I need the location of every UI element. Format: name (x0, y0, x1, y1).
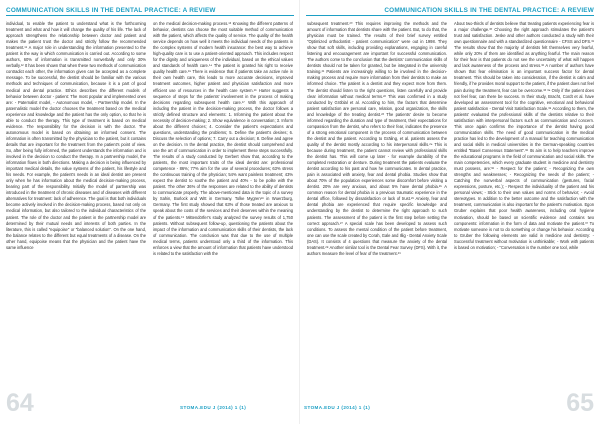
body-text: subsequent treatment.²⁰ This requires improving the methods and the amount of information that dentists share with the patient. But, to do that, the physician must be trained. The results of their brief survey entitled "Optimized orthodontist - patient communication" were out in 1998. They show that soft skills, including providing explanations, engaging in careful listening and encouragement are important for successful communication. The authors come to the conclusion that the dentists' communication skills of dentists should not be taken for granted, but be integrated in the university training.²¹ Patients are increasingly willing to be involved in the decision-making process and require more information from their dentists to make an informed choice. The patient is a dentist and they expect more from them. The dentist should listen to the right questions, listen carefully and provide clear information without medical terms.²² This was confirmed in a study conducted by Gröblal et al. According to him, the factors that determine patient satisfaction are personal care, relation, good organization, the skills and knowledge of the treating dentist.²³ The patients' desire to become informed regarding the duration and type of treatment, their expectations for compassion from the dentist, who refers to their fear, indicates the presence of a strong emotional component in the process of communication between the dentist and the patient. According to Gräling, et al. patients assess the quality of the dentist mostly according to his interpersonal skills.²⁴ This is because during treatment, the patient cannot review with professional skills the dentist has. This will come up later - for example durability of the completed restoration or denture. During treatment the patients evaluate the dentist according to his past and how he communicates. In dental practice, pain is associated with anxiety, fear and dental phobia. Studies show that about 70% of the population experiences some discomfort before visiting a dentist. 20% are very anxious, and about 5% have dental phobia.²⁵ A common reason for dental phobia is a previous traumatic experience in the dental office, followed by dissatisfaction or lack of trust.²⁶ Anxiety, fear and dental phobia are experienced that require specific knowledge and understanding by the dentist to determine the right approach to such patients. The assessment of the patient is the first step before setting the correct approach.²⁷ A special scale has been developed to assess such conditions. To assess the mental condition of the patient before treatment, one can use the scale created by Corah, Gale and Illig - Dental Anxiety Scale (DAS). It consists of 4 questions that measure the anxiety of the dental treatment.²⁸ Another similar tool is the Dental Fear Survey (DFS). With it, the authors measure the level of fear of the treatment.²⁹ (307, 21, 447, 256)
page-number-right: 65 (566, 389, 594, 417)
text-columns-right (307, 21, 594, 388)
header-rule-right (306, 15, 594, 16)
right-page (300, 0, 600, 424)
page-number-left: 64 (6, 389, 34, 417)
right-column-1 (307, 21, 447, 388)
running-header-left: COMMUNICATION SKILLS IN THE DENTAL PRACTICE: A REVIEW (6, 7, 216, 14)
journal-footer-left: STOMA.EDU J (2014) 1 (1) (180, 405, 247, 410)
header-rule-left (6, 15, 294, 16)
running-header-right: COMMUNICATION SKILLS IN THE DENTAL PRACTICE: A REVIEW (384, 7, 594, 14)
right-column-2 (454, 21, 594, 388)
text-columns-left (6, 21, 293, 388)
left-column-2 (153, 21, 293, 388)
journal-footer-right: STOMA.EDU J (2014) 1 (1) (304, 405, 371, 410)
body-text: individual, to enable the patient to understand what is the forthcoming treatment and what and how it will change the quality of his life. The lack of approach strengthens the relationship between doctor and patient and makes the patient trust the doctor and strictly follow the recommended treatment.¹¹ A major role in understanding the information presented to the patient is the way in which communication is carried out. According to some authors, 60% of information is transmitted nonverbally and only 30% verbally.¹² It has been shown that when these two methods of communication contradict each other, the information given can be accepted as a complete message. To be successful, the dentist should be familiar with the various methods and techniques of communication, because it is a part of good medical and dental practice. Ethics describes the different models of behavior between doctor - patient: The most popular and implemented ones are: - Paternalist model, - Autonomous model, - Partnership model. In the paternalistic model the doctor chooses the treatment based on the medical experience and knowledge and the patient has the only option, so that he is able to conduct the therapy. This type of treatment is based on medical evidence. The responsibility for the decision is with the doctor. The autonomous model is based on obtaining an informed consent. The information is often transmitted by the physician to the patient, but it contains details that are important for the treatment from the patient's point of view. So, after being fully informed, the patient understands the information and is involved in the decision to conduct the therapy. In a partnership model, the information flows in both directions. Making a decision is being influenced by important medical details, the value systems of the patient, his lifestyle and his needs. For example, the patient's needs in an ideal dentist are present only when he has information about the medical decision-making process, bearing part of the responsibility. Initially the model of partnership was introduced in the treatment of chronic diseases and of diseases with different alternatives for treatment: lack of adherence. The goal is that both individuals become actively involved in the decision-making process, based not only on medical information, but also tailored to the individual characteristics of the patient. The role of the doctor and the patient in the partnership model are determined by their mutual needs and interests of both parties. In the literature, this is called "equipoise" or "balanced solution". On the one hand, the balance relates to the different but equal treatments of a disease. On the other hand, equipoise means that the physician and the patient have the same influence (6, 21, 146, 250)
left-column-1 (6, 21, 146, 388)
body-text: About two-thirds of dentists believe that treating patients experiencing fear is a major challenge.³⁰ Choosing the right approach stimulates the patient's trust and satisfaction. Jeske and other authors conducted a study with their own questionnaire and with a standardized questionnaire - CFSS and DFS.³¹ The results show that the majority of dentists felt themselves very fearful, while only 20% of them are identified as anything fearful. The main reason for their fear is that patients do not see the uncertainty of what will happen and lack awareness of the process and stress.³² A number of authors have shown that fear elimination is an important success factor for dental treatment. This should be taken into consideration, if the dentist is calm and friendly, if he provides moral support to the patient, if the patient does not feel pain during the treatment, fear can be overcome.³³ ³⁴ Only if the patient does not feel fear, can there be success. In their study, Bracht, Cordt et al. have developed an assessment tool for the cognitive, emotional and behavioral patient satisfaction - Dental Visit Satisfaction Scale.³⁵ According to them, the patients' evaluated the professional skills of the dentists relative to their satisfaction with interpersonal factors such as communication and concern. This once again confirms the importance of the dentist having good communication skills. The need of good communication in the medical practice has led to the development of a manual for teaching communication and social skills in medical universities in the German-speaking countries entitled "Basel Consensus Statement".³⁶ Its aim is to help teachers improve the educational programs in the field of communication and social skills. The main competencies, which every graduate student in medicine and dentistry must possess, are:³⁶ - Respect for the patient; - Recognizing the own strengths and weaknesses; - Recognizing the needs of the patient; - Catching the nonverbal aspects of communication (gestures, facial expressions, posture, etc.); - Respect the individuality of the patient and his personal views; - Stick to their own values and norms of behavior; - Avoid stereotypes. In addition to the better outcome and the satisfaction with the treatment, communication is also important for the patient's motivation. Egon Gruber explains that poor health awareness, including oral hygiene motivation, should be based on scientific evidence and contains two components: information in the form of data and motivate the patient.³⁷ To motivate someone is not to do something or change his behavior. According to Gruber the following elements are valid in medicine and dentistry: - Successful treatment without motivation is unthinkable; - Work with patients is based on motivation; - "Conversation is the number one tool, while (454, 21, 594, 250)
body-text: on the medical decision-making process.¹³ Knowing the different patterns of behavior, dentists can choose the most suitable method of communication with the patient, which affects the quality of service. The quality of the health service depends on how well it meets the individual needs of the patients in the complex systems of modern health insurance: the best way to achieve high-quality care is to use a patient-oriented approach. This includes respect for the dignity and uniqueness of the individual, based on the ethical values and standards of health care.¹⁴ The patient is granted his right to receive quality health care.¹⁵ There is evidence that if patients take an active role in their own health care, this leads to more accurate decisions, improved treatment outcomes, higher patient and physician satisfaction and more efficient use of resources in the health care system.¹⁶ Harter suggests a sequence of steps for the patients' involvement in the process of making decisions regarding subsequent health care.¹⁷ With this approach of including the patient in the decision-making process, the doctor follows a strictly defined structure and elements: 1. Informing the patient about the necessity of decision-making; 2. Show equivalence in conversation; 3. Inform about the different choices; 4. Consider the patient's expectations and questions, understanding the problems; 5. Define the patient's desires; 6. Discuss the selection of options; 7. Carry out a decision; 8. Define and agree on the decision. In the dental practice, the dentist should comprehend and use the art of communication in order to implement these steps successfully. The results of a study conducted by Gerbert show that, according to the patients, the most important traits of the ideal dentist are: professional competence - 86%; 77% aim for the use of several procedures; 63% stress the continuous training of the physician; 54% want painless treatment; 43% expect the dentist to soothe the patient and 40% - to be polite with the patient. The other 36% of the responses are related to the ability of dentists to communicate properly. The above-mentioned data is the topic of a survey by Sahin, Burlock and Witt in Germany. Tolke Mygren¹⁸ in Wuerzburg, Germany. The first study showed that 63% of those treated are anxious to speak about the costs of the services and their deserves within the meaning of the patients.¹⁹ Mittendörfer's study analyzed the survey results of 1,750 patients. Without subsequent follow-up, questioning the patients about the impact of the information and communication skills of their dentists, the lack of communication. The conclusion was that due to the use of multiple medical terms, patients understood only a third of the information. This enforces a view that the amount of information that patients have understood is related to the satisfaction with the (153, 21, 293, 256)
